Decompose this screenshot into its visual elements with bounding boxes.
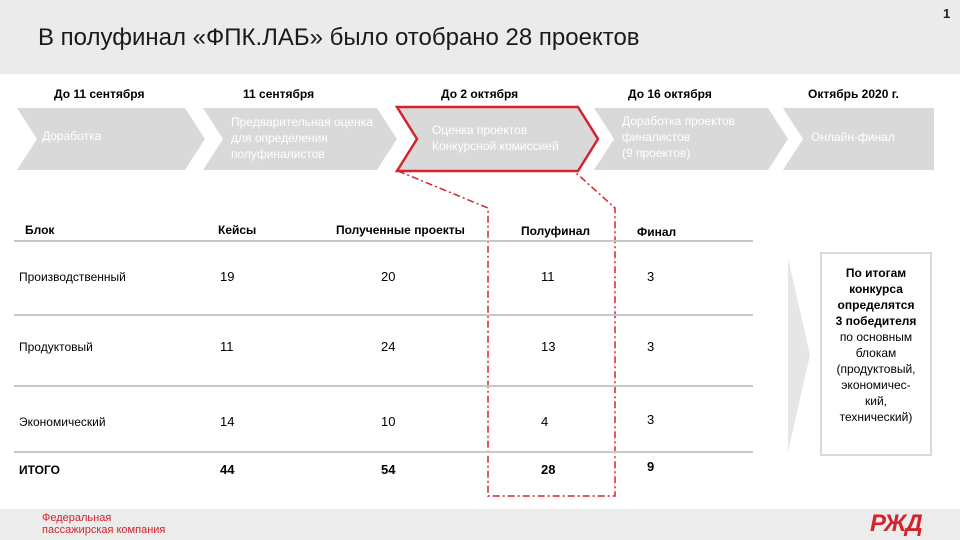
row-label-production: Производственный [19, 270, 126, 284]
rzd-logo: РЖД [870, 510, 922, 537]
header-block: Блок [25, 223, 55, 237]
table-row-divider [14, 451, 753, 453]
slide-title: В полуфинал «ФПК.ЛАБ» было отобрано 28 проектов [38, 24, 640, 51]
result-box: По итогам конкурса определятся 3 победителя по основным блокам (продуктовый, экономичес- кий, технический) [820, 252, 932, 456]
timeline-date-5: Октябрь 2020 г. [808, 87, 899, 101]
cell-semifinal-total: 28 [541, 462, 556, 477]
stage-label-1: Доработка [42, 129, 102, 143]
cell-received-production: 20 [381, 269, 396, 284]
header-semifinal: Полуфинал [521, 224, 591, 238]
cell-cases-economic: 14 [220, 414, 235, 429]
cell-final-product: 3 [647, 339, 655, 354]
company-name: Федеральная пассажирская компания [42, 512, 166, 536]
timeline-date-2: 11 сентября [243, 87, 315, 101]
table-row-divider [14, 385, 753, 387]
timeline-date-4: До 16 октября [628, 87, 712, 101]
cell-received-economic: 10 [381, 414, 396, 429]
table-header-divider [14, 240, 753, 242]
stage-label-4: Доработка проектов финалистов (9 проектов) [622, 114, 735, 160]
cell-semifinal-product: 13 [541, 339, 556, 354]
stage-label-3: Оценка проектов Конкурсной комиссией [432, 123, 559, 153]
header-final: Финал [637, 225, 677, 239]
cell-final-economic: 3 [647, 412, 655, 427]
page-number: 1 [943, 6, 951, 21]
cell-semifinal-production: 11 [541, 269, 555, 284]
table-row-divider [14, 314, 753, 316]
result-arrow [788, 258, 810, 452]
cell-cases-product: 11 [220, 339, 234, 354]
header-received: Полученные проекты [336, 223, 465, 237]
cell-cases-total: 44 [220, 462, 235, 477]
stage-label-2: Предварительная оценка для определения полуфиналистов [231, 115, 373, 161]
row-label-total: ИТОГО [19, 463, 60, 477]
cell-semifinal-economic: 4 [541, 414, 549, 429]
timeline-date-1: До 11 сентября [54, 87, 145, 101]
row-label-economic: Экономический [19, 415, 106, 429]
semifinal-highlight-frame [398, 171, 615, 496]
cell-final-production: 3 [647, 269, 655, 284]
row-label-product: Продуктовый [19, 340, 93, 354]
header-cases: Кейсы [218, 223, 257, 237]
cell-cases-production: 19 [220, 269, 235, 284]
stage-label-5: Онлайн-финал [811, 130, 895, 144]
cell-final-total: 9 [647, 459, 655, 474]
cell-received-product: 24 [381, 339, 396, 354]
cell-received-total: 54 [381, 462, 396, 477]
timeline-date-3: До 2 октября [441, 87, 519, 101]
